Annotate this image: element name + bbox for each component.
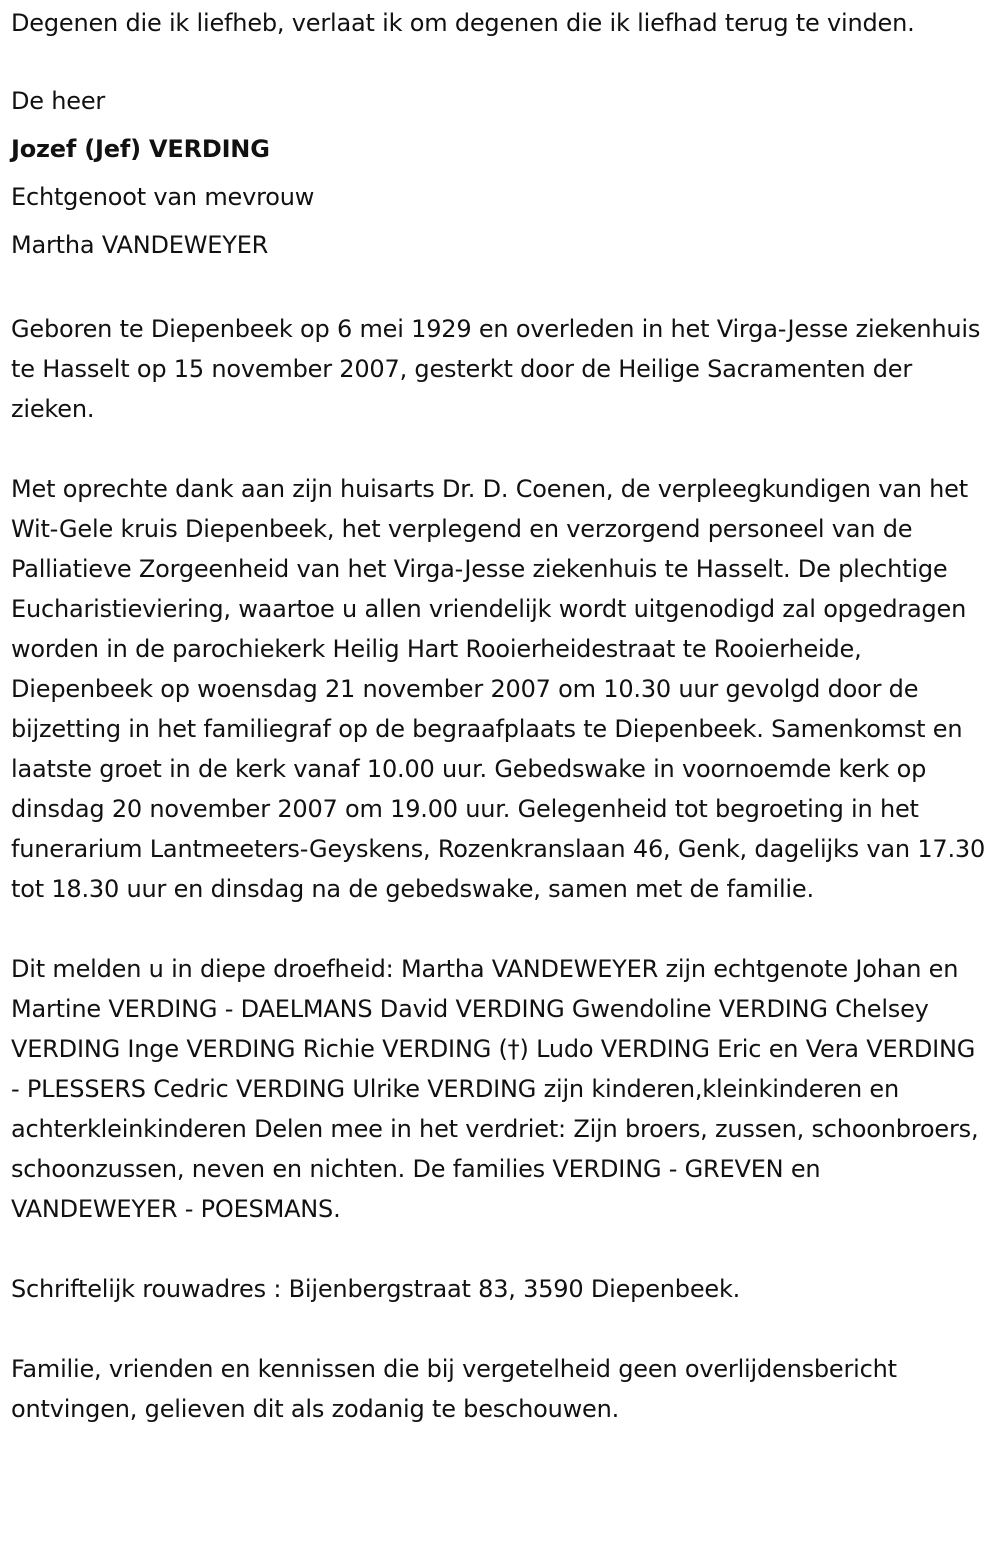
deceased-name: Jozef (Jef) VERDING [11,135,270,163]
thanks-ceremony-paragraph: Met oprechte dank aan zijn huisarts Dr. D. Coenen, de verpleegkundigen van het Wit-Gele kruis Diepenbeek, het verplegend en verzorgend personeel van de Palliatieve Zorgeenheid van het Virga-Jesse ziekenhuis te Hasselt. De plechtige Eucharistieviering, waartoe u allen vriendelijk wordt uitgenodigd zal opgedragen worden in de parochiekerk Heilig Hart Rooierheidestraat te Rooierheide, Diepenbeek op woensdag 21 november 2007 om 10.30 uur gevolgd door de bijzetting in het familiegraf op de begraafplaats te Diepenbeek. Samenkomst en laatste groet in de kerk vanaf 10.00 uur. Gebedswake in voornoemde kerk op dinsdag 20 november 2007 om 19.00 uur. Gelegenheid tot begroeting in het funerarium Lantmeeters-Geyskens, Rozenkranslaan 46, Genk, dagelijks van 17.30 tot 18.30 uur en dinsdag na de gebedswake, samen met de familie. [11,475,986,903]
obituary-document [11,3,991,1429]
closing-paragraph: Familie, vrienden en kennissen die bij vergetelheid geen overlijdensbericht ontvingen, gelieven dit als zodanig te beschouwen. [11,1355,897,1423]
spacer [11,429,991,469]
spouse-name: Martha VANDEWEYER [11,231,269,259]
spouse-intro: Echtgenoot van mevrouw [11,183,315,211]
deceased-block [11,77,991,269]
address-paragraph: Schriftelijk rouwadres : Bijenbergstraat 83, 3590 Diepenbeek. [11,1275,741,1303]
birth-death-paragraph: Geboren te Diepenbeek op 6 mei 1929 en overleden in het Virga-Jesse ziekenhuis te Hasselt op 15 november 2007, gesterkt door de Heilige Sacramenten der zieken. [11,315,981,423]
salutation: De heer [11,87,106,115]
family-paragraph: Dit melden u in diepe droefheid: Martha VANDEWEYER zijn echtgenote Johan en Martine VERDING - DAELMANS David VERDING Gwendoline VERDING Chelsey VERDING Inge VERDING Richie VERDING (†) Ludo VERDING Eric en Vera VERDING - PLESSERS Cedric VERDING Ulrike VERDING zijn kinderen,kleinkinderen en achterkleinkinderen Delen mee in het verdriet: Zijn broers, zussen, schoonbroers, schoonzussen, neven en nichten. De families VERDING - GREVEN en VANDEWEYER - POESMANS. [11,955,979,1223]
motto-paragraph: Degenen die ik liefheb, verlaat ik om degenen die ik liefhad terug te vinden. [11,9,915,37]
spacer [11,269,991,309]
spacer [11,1229,991,1269]
spacer [11,1309,991,1349]
spacer [11,909,991,949]
